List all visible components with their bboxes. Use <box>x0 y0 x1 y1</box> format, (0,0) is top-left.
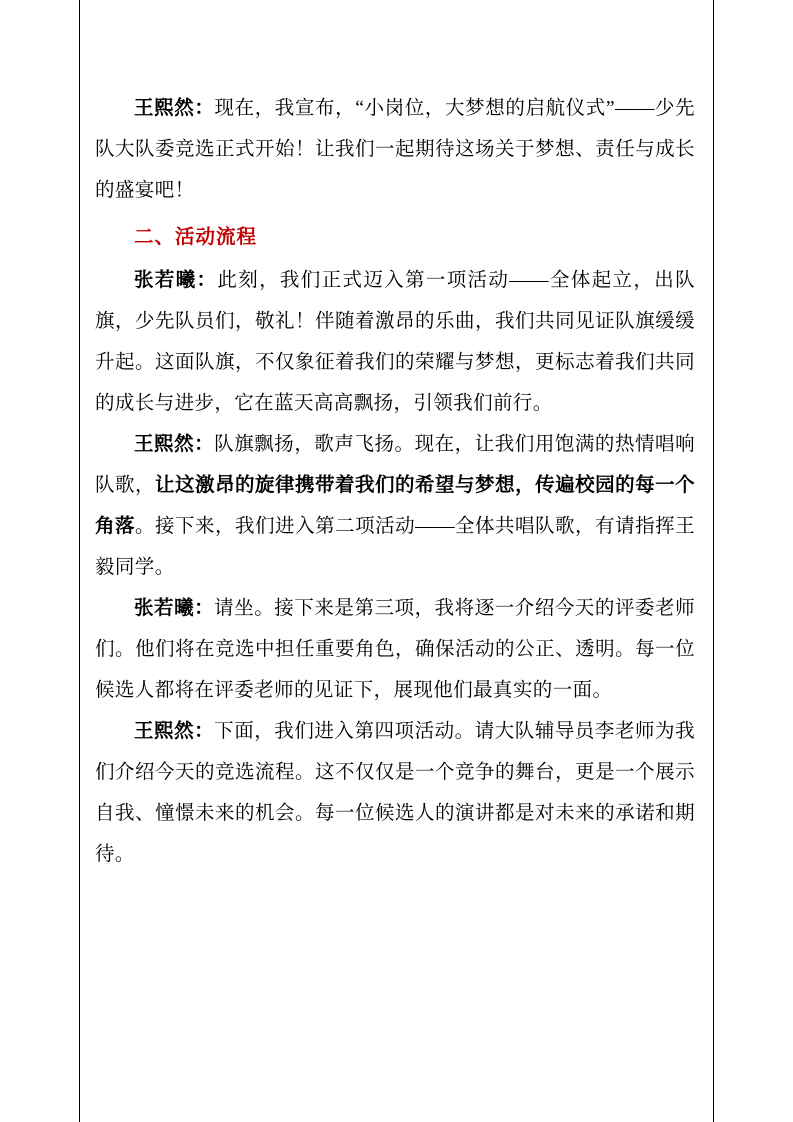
paragraph-text-4: 请坐。接下来是第三项，我将逐一介绍今天的评委老师们。他们将在竞选中担任重要角色，确保活动的公正、透明。每一位候选人都将在评委老师的见证下，展现他们最真实的一面。 <box>95 598 695 701</box>
speaker-name-4: 张若曦： <box>134 598 215 619</box>
speaker-name-3: 王熙然： <box>134 434 215 455</box>
speaker-name-5: 王熙然： <box>134 721 215 742</box>
paragraph-5 <box>95 711 695 875</box>
paragraph-4 <box>95 588 695 711</box>
document-body <box>95 88 695 875</box>
paragraph-2 <box>95 260 695 424</box>
paragraph-text-1: 现在，我宣布，“小岗位，大梦想的启航仪式”——少先队大队委竞选正式开始！让我们一起期待这场关于梦想、责任与成长的盛宴吧！ <box>95 98 695 201</box>
paragraph-text-3a: 队旗飘扬，歌声飞扬。现在，让我们用饱满的热情唱响队歌， <box>95 434 695 496</box>
paragraph-1 <box>95 88 695 211</box>
paragraph-text-3b: 。接下来，我们进入第二项活动——全体共唱队歌，有请指挥王毅同学。 <box>95 516 695 578</box>
paragraph-text-5: 下面，我们进入第四项活动。请大队辅导员李老师为我们介绍今天的竞选流程。这不仅仅是一个竞争的舞台，更是一个展示自我、憧憬未来的机会。每一位候选人的演讲都是对未来的承诺和期待。 <box>95 721 695 865</box>
page-left-rule <box>79 0 80 1122</box>
page-right-rule <box>713 0 714 1122</box>
paragraph-text-2: 此刻，我们正式迈入第一项活动——全体起立，出队旗，少先队员们，敬礼！伴随着激昂的乐曲，我们共同见证队旗缓缓升起。这面队旗，不仅象征着我们的荣耀与梦想，更标志着我们共同的成长与进步，它在蓝天高高飘扬，引领我们前行。 <box>95 270 695 414</box>
paragraph-text-3-emphasis: 让这激昂的旋律携带着我们的希望与梦想，传遍校园的每一个角落 <box>95 475 695 537</box>
paragraph-3 <box>95 424 695 588</box>
speaker-name-2: 张若曦： <box>134 270 218 291</box>
section-heading: 二、活动流程 <box>134 227 258 248</box>
speaker-name-1: 王熙然： <box>134 98 215 119</box>
